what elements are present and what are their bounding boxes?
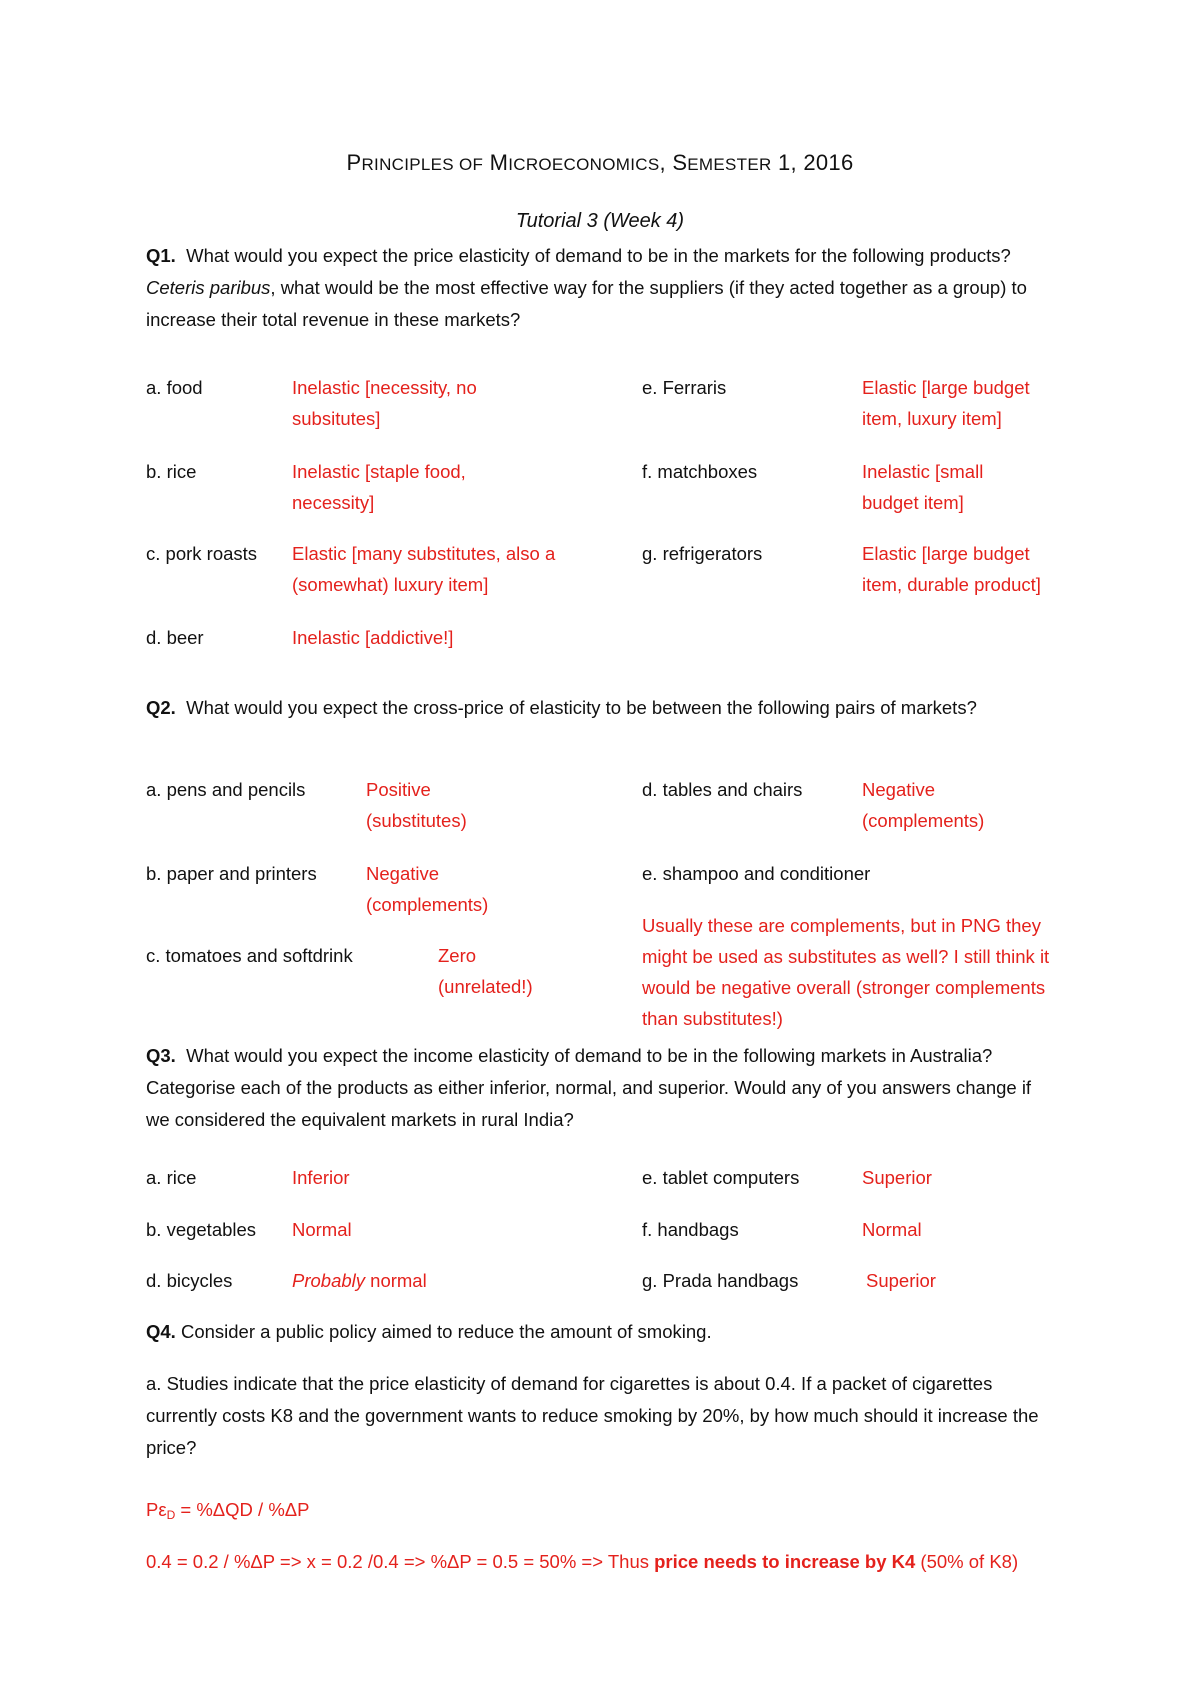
q1-answer: Inelastic [necessity, no subsitutes] <box>292 377 477 429</box>
q2-answer: Usually these are complements, but in PNG they might be used as substitutes as well? I still think it would be negative overall (stronger complements than substitutes!) <box>642 915 1050 1029</box>
formula-text: = %ΔQD / %ΔP <box>175 1499 310 1520</box>
title-part: 1, 2016 <box>778 150 854 175</box>
formula-text: (50% of K8) <box>915 1551 1019 1572</box>
q2-item: e. shampoo and conditioner <box>642 863 871 884</box>
formula-subscript: D <box>166 1508 176 1522</box>
title-part: EMESTER <box>687 155 772 174</box>
q1-answer: Elastic [many substitutes, also a (somewhat) luxury item] <box>292 543 556 595</box>
q3-answer: Normal <box>862 1219 922 1240</box>
q1-answer: Inelastic [addictive!] <box>292 627 454 648</box>
q3-answer <box>292 1265 427 1296</box>
q2-text: What would you expect the cross-price of elasticity to be between the following pairs of markets? <box>186 697 977 718</box>
title-part: RINCIPLES OF <box>361 155 484 174</box>
formula-conclusion: price needs to increase by K4 <box>654 1551 916 1572</box>
q3-item: e. tablet computers <box>642 1167 800 1188</box>
page-subtitle: Tutorial 3 (Week 4) <box>515 210 685 232</box>
q1-answer: Elastic [large budget item, luxury item] <box>862 377 1030 429</box>
q4-label: Q4. <box>146 1321 176 1342</box>
q4-part-a: a. Studies indicate that the price elasticity of demand for cigarettes is about 0.4. If a packet of cigarettes currently costs K8 and the government wants to reduce smoking by 20%, by how much should it increase the price? <box>146 1373 1039 1458</box>
q1-item: a. food <box>146 377 203 398</box>
q1-item: c. pork roasts <box>146 543 258 564</box>
q1-item: d. beer <box>146 627 204 648</box>
q2-item: a. pens and pencils <box>146 779 306 800</box>
page-title <box>0 150 1200 176</box>
q4-question <box>146 1316 1056 1348</box>
q2-label: Q2. <box>146 697 176 718</box>
q2-item: b. paper and printers <box>146 863 317 884</box>
q1-item: g. refrigerators <box>642 543 763 564</box>
title-part: S <box>672 150 688 175</box>
q2-item: c. tomatoes and softdrink <box>146 945 353 966</box>
q2-answer: Zero (unrelated!) <box>438 945 533 997</box>
q1-question <box>146 240 1056 336</box>
q3-text: What would you expect the income elasticity of demand to be in the following markets in Australia? Categorise each of the products as either inferior, normal, and superior. Would any of you answers change if we considered the equivalent markets in rural India? <box>146 1045 1032 1130</box>
q2-answer: Negative (complements) <box>366 863 489 915</box>
q1-item: f. matchboxes <box>642 461 758 482</box>
q1-text: What would you expect the price elasticity of demand to be in the markets for the following products? <box>186 245 1011 266</box>
title-part: P <box>346 150 362 175</box>
q1-answer: Inelastic [small budget item] <box>862 461 984 513</box>
formula-text: 0.4 = 0.2 / %ΔP => x = 0.2 /0.4 => %ΔP = 0.5 = 50% => Thus <box>146 1551 655 1572</box>
q1-item: b. rice <box>146 461 197 482</box>
q3-item: b. vegetables <box>146 1219 257 1240</box>
q1-answer: Elastic [large budget item, durable product] <box>862 543 1041 595</box>
title-part: , <box>659 150 666 175</box>
q3-question <box>146 1040 1056 1136</box>
q2-question <box>146 692 1056 724</box>
q3-item: f. handbags <box>642 1219 739 1240</box>
q1-answer: Inelastic [staple food, necessity] <box>292 461 466 513</box>
q4-formula-answer <box>146 1546 1018 1578</box>
q1-item: e. Ferraris <box>642 377 727 398</box>
title-part: M <box>489 150 509 175</box>
q3-answer: Superior <box>862 1167 932 1188</box>
q4-text: Consider a public policy aimed to reduce the amount of smoking. <box>180 1321 712 1342</box>
q3-item: a. rice <box>146 1167 197 1188</box>
q1-text-italic: Ceteris paribus <box>146 277 271 298</box>
q3-item: g. Prada handbags <box>642 1270 799 1291</box>
q3-answer: Inferior <box>292 1167 350 1188</box>
q1-text: , what would be the most effective way for the suppliers (if they acted together as a group) to increase their total revenue in these markets? <box>146 277 1027 330</box>
q2-item: d. tables and chairs <box>642 779 803 800</box>
q3-answer: Superior <box>866 1270 936 1291</box>
formula-symbol: Pε <box>146 1499 167 1520</box>
q3-answer-italic: Probably <box>292 1270 366 1291</box>
q3-answer-text: normal <box>365 1270 427 1291</box>
title-part: ICROECONOMICS <box>508 155 660 174</box>
q2-answer: Negative (complements) <box>862 779 985 831</box>
q1-label: Q1. <box>146 245 176 266</box>
q4-formula-definition <box>146 1494 309 1531</box>
q3-label: Q3. <box>146 1045 176 1066</box>
q3-item: d. bicycles <box>146 1270 233 1291</box>
q3-answer: Normal <box>292 1219 352 1240</box>
q2-answer: Positive (substitutes) <box>366 779 467 831</box>
